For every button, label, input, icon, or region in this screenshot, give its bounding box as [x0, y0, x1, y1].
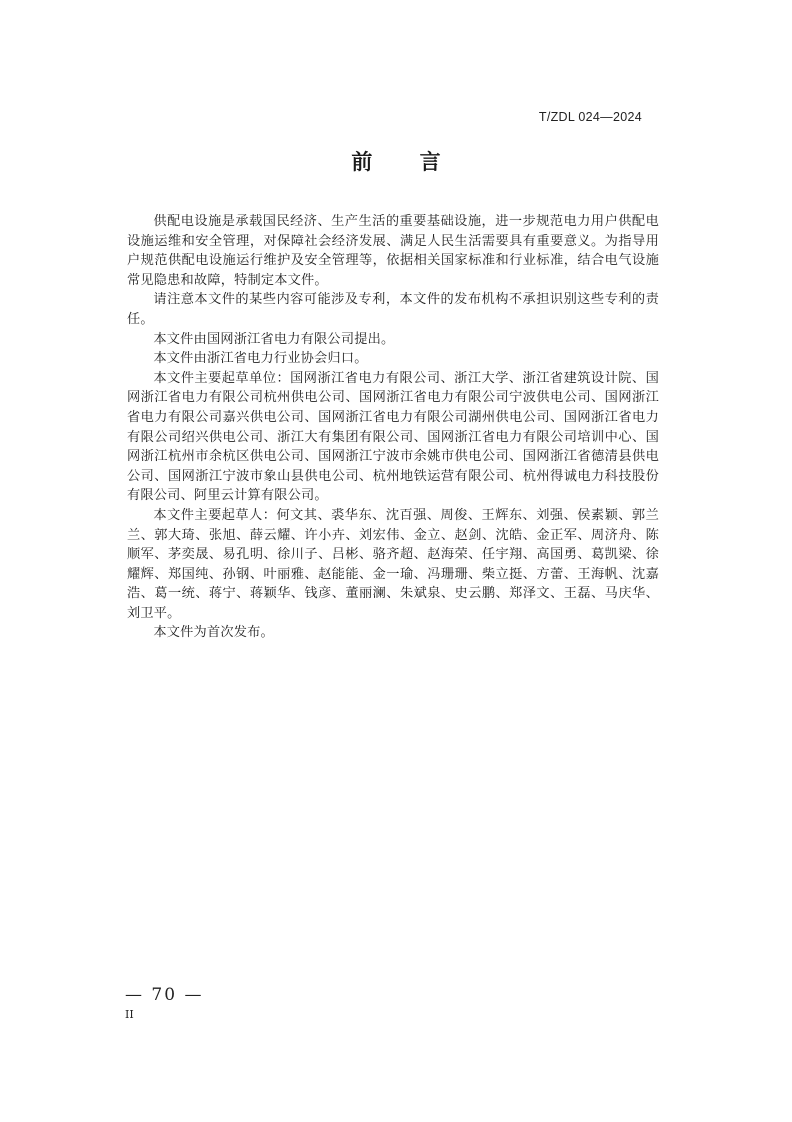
paragraph-proposer: 本文件由国网浙江省电力有限公司提出。: [153, 331, 395, 347]
paragraph-intro: 供配电设施是承载国民经济、生产生活的重要基础设施，进一步规范电力用户供配电设施运维和安全管理，对保障社会经济发展、满足人民生活需要具有重要意义。为指导用户规范供配电设施运行维护及安全管理等，依据相关国家标准和行业标准，结合电气设施常见隐患和故障，特制定本文件。: [127, 214, 659, 288]
page-number: — 70 —: [125, 985, 204, 1005]
paragraph-administrator: 本文件由浙江省电力行业协会归口。: [153, 351, 368, 367]
foreword-body: [127, 212, 659, 643]
paragraph-first-release: 本文件为首次发布。: [153, 625, 274, 641]
paragraph-patent-notice: 请注意本文件的某些内容可能涉及专利，本文件的发布机构不承担识别这些专利的责任。: [127, 292, 659, 327]
standard-code: T/ZDL 024—2024: [538, 110, 642, 124]
paragraph-drafting-units: 本文件主要起草单位：国网浙江省电力有限公司、浙江大学、浙江省建筑设计院、国网浙江省电力有限公司杭州供电公司、国网浙江省电力有限公司宁波供电公司、国网浙江省电力有限公司嘉兴供电公司、国网浙江省电力有限公司湖州供电公司、国网浙江省电力有限公司绍兴供电公司、浙江大有集团有限公司、国网浙江省电力有限公司培训中心、国网浙江杭州市余杭区供电公司、国网浙江宁波市余姚市供电公司、国网浙江省德清县供电公司、国网浙江宁波市象山县供电公司、杭州地铁运营有限公司、杭州得诚电力科技股份有限公司、阿里云计算有限公司。: [127, 370, 659, 504]
paragraph-drafters: 本文件主要起草人：何文其、裘华东、沈百强、周俊、王辉东、刘强、侯素颖、郭兰兰、郭大琦、张旭、薛云耀、许小卉、刘宏伟、金立、赵剑、沈皓、金正军、周济舟、陈顺军、茅奕晟、易孔明、徐川子、吕彬、骆齐超、赵海荣、任宇翔、高国勇、葛凯梁、徐耀辉、郑国纯、孙钢、叶丽雅、赵能能、金一瑜、冯珊珊、柴立挺、方蕾、王海帆、沈嘉浩、葛一统、蒋宁、蒋颖华、钱彦、董丽澜、朱斌泉、史云鹏、郑泽文、王磊、马庆华、刘卫平。: [127, 507, 659, 621]
roman-page-number: II: [125, 1008, 134, 1021]
page-title: 前 言: [351, 150, 461, 174]
